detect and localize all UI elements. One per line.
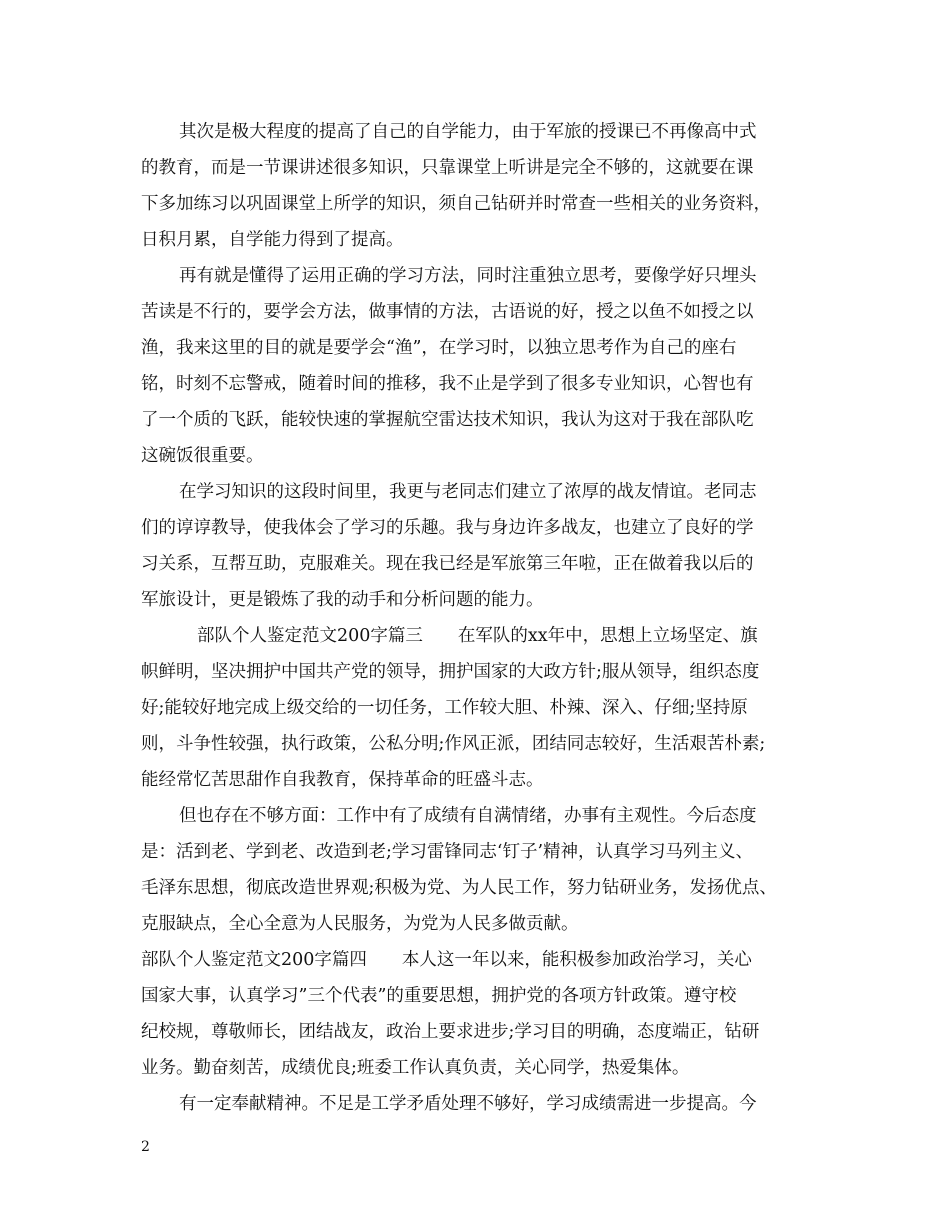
text-line: 下多加练习以巩固课堂上所学的知识，须自己钻研并时常查一些相关的业务资料， — [141, 194, 771, 214]
text-line: 日积月累，自学能力得到了提高。 — [141, 230, 404, 250]
text-line: 军旅设计，更是锻炼了我的动手和分析问题的能力。 — [141, 590, 544, 610]
text-line: 的教育，而是一节课讲述很多知识，只靠课堂上听讲是完全不够的，这就要在课 — [141, 158, 754, 178]
text-line: 了一个质的飞跃，能较快速的掌握航空雷达技术知识，我认为这对于我在部队吃 — [141, 410, 754, 430]
text-line: 毛泽东思想，彻底改造世界观;积极为党、为人民工作，努力钻研业务，发扬优点、 — [141, 878, 777, 898]
text-line: 则，斗争性较强，执行政策，公私分明;作风正派，团结同志较好，生活艰苦朴素; — [141, 734, 766, 754]
text-line: 铭，时刻不忘警戒，随着时间的推移，我不止是学到了很多专业知识，心智也有 — [141, 374, 754, 394]
text-line: 部队个人鉴定范文200字篇四 本人这一年以来，能积极参加政治学习，关心 — [141, 950, 752, 970]
text-line: 再有就是懂得了运用正确的学习方法，同时注重独立思考，要像学好只埋头 — [179, 266, 757, 286]
text-line: 是：活到老、学到老、改造到老;学习雷锋同志‘钉子’精神，认真学习马列主义、 — [141, 842, 754, 862]
text-line: 部队个人鉴定范文200字篇三 在军队的xx年中，思想上立场坚定、旗 — [197, 626, 758, 646]
text-line: 苦读是不行的，要学会方法，做事情的方法，古语说的好，授之以鱼不如授之以 — [141, 302, 754, 322]
text-line: 有一定奉献精神。不足是工学矛盾处理不够好，学习成绩需进一步提高。今 — [179, 1094, 757, 1114]
text-line: 在学习知识的这段时间里，我更与老同志们建立了浓厚的战友情谊。老同志 — [179, 482, 757, 502]
text-line: 但也存在不够方面：工作中有了成绩有自满情绪，办事有主观性。今后态度 — [179, 806, 757, 826]
text-line: 业务。勤奋刻苦，成绩优良;班委工作认真负责，关心同学，热爱集体。 — [141, 1058, 690, 1078]
text-line: 克服缺点，全心全意为人民服务，为党为人民多做贡献。 — [141, 914, 579, 934]
page-number: 2 — [141, 1139, 150, 1155]
text-line: 国家大事，认真学习”三个代表”的重要思想，拥护党的各项方针政策。遵守校 — [141, 986, 737, 1006]
text-line: 帜鲜明，坚决拥护中国共产党的领导，拥护国家的大政方针;服从领导，组织态度 — [141, 662, 760, 682]
text-line: 渔，我来这里的目的就是要学会“渔”，在学习时，以独立思考作为自己的座右 — [141, 338, 737, 358]
document-body — [141, 114, 821, 1122]
text-line: 好;能较好地完成上级交给的一切任务，工作较大胆、朴辣、深入、仔细;坚持原 — [141, 698, 748, 718]
text-line: 其次是极大程度的提高了自己的自学能力，由于军旅的授课已不再像高中式 — [179, 122, 757, 142]
text-line: 纪校规，尊敬师长，团结战友，政治上要求进步;学习目的明确，态度端正，钻研 — [141, 1022, 760, 1042]
text-line: 能经常忆苦思甜作自我教育，保持革命的旺盛斗志。 — [141, 770, 544, 790]
text-line: 们的谆谆教导，使我体会了学习的乐趣。我与身边许多战友，也建立了良好的学 — [141, 518, 754, 538]
text-line: 这碗饭很重要。 — [141, 446, 264, 466]
text-line: 习关系，互帮互助，克服难关。现在我已经是军旅第三年啦，正在做着我以后的 — [141, 554, 754, 574]
